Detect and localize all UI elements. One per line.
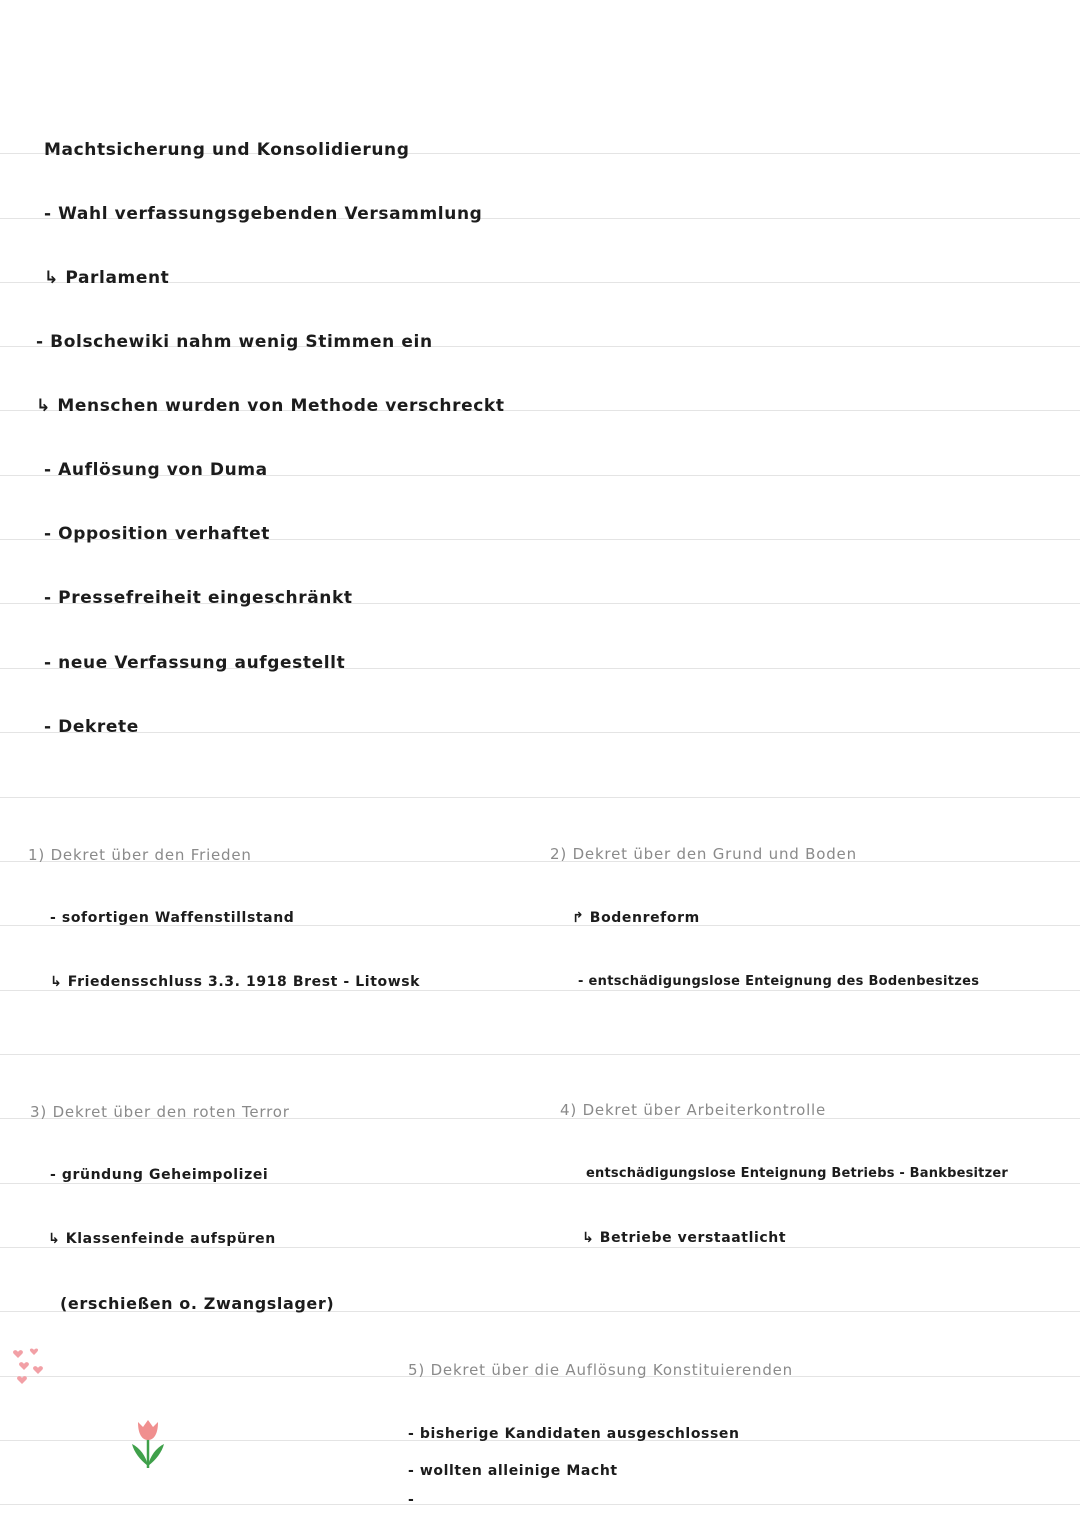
ruled-line — [0, 1183, 1080, 1184]
list-item: - Wahl verfassungsgebenden Versammlung — [44, 204, 483, 224]
ruled-line — [0, 1247, 1080, 1248]
decree-line: - sofortigen Waffenstillstand — [50, 910, 295, 926]
decree-line: ↳ Friedensschluss 3.3. 1918 Brest - Litowsk — [50, 974, 421, 990]
decree-heading: 2) Dekret über den Grund und Boden — [550, 845, 857, 863]
decree-line: (erschießen o. Zwangslager) — [60, 1294, 335, 1313]
decree-heading: 3) Dekret über den roten Terror — [30, 1103, 290, 1121]
decree-heading: 4) Dekret über Arbeiterkontrolle — [560, 1101, 827, 1119]
ruled-line — [0, 1504, 1080, 1505]
decree-line: - — [408, 1492, 415, 1508]
list-item: ↳ Parlament — [44, 268, 170, 288]
heart-icon — [19, 1362, 29, 1370]
list-item: - Dekrete — [44, 717, 139, 737]
decree-line: - gründung Geheimpolizei — [50, 1167, 269, 1183]
heart-icon — [13, 1350, 23, 1358]
list-item: - neue Verfassung aufgestellt — [44, 653, 346, 673]
ruled-line — [0, 990, 1080, 991]
decree-line: ↱ Bodenreform — [572, 910, 700, 926]
heart-icon — [33, 1366, 43, 1374]
tulip-doodle-icon — [126, 1416, 170, 1472]
list-item: - Pressefreiheit eingeschränkt — [44, 588, 353, 608]
decree-line: - entschädigungslose Enteignung des Bodenbesitzes — [578, 974, 980, 989]
page-title: Machtsicherung und Konsolidierung — [44, 140, 410, 160]
heart-icon — [17, 1376, 27, 1384]
list-item: - Auflösung von Duma — [44, 460, 268, 480]
list-item: - Opposition verhaftet — [44, 524, 270, 544]
ruled-line — [0, 797, 1080, 798]
list-item: - Bolschewiki nahm wenig Stimmen ein — [36, 332, 433, 352]
decree-line: - bisherige Kandidaten ausgeschlossen — [408, 1426, 740, 1442]
list-item: ↳ Menschen wurden von Methode verschreckt — [36, 396, 505, 416]
decree-line: - wollten alleinige Macht — [408, 1463, 618, 1479]
ruled-line — [0, 732, 1080, 733]
decree-heading: 1) Dekret über den Frieden — [28, 846, 252, 864]
decree-line: ↳ Klassenfeinde aufspüren — [48, 1231, 276, 1247]
decree-line: ↳ Betriebe verstaatlicht — [582, 1230, 787, 1246]
decree-line: entschädigungslose Enteignung Betriebs - Bankbesitzer — [586, 1166, 1008, 1181]
heart-icon — [30, 1349, 38, 1355]
decree-heading: 5) Dekret über die Auflösung Konstituierenden — [408, 1361, 793, 1379]
heart-doodles-icon — [10, 1346, 50, 1396]
ruled-line — [0, 1054, 1080, 1055]
